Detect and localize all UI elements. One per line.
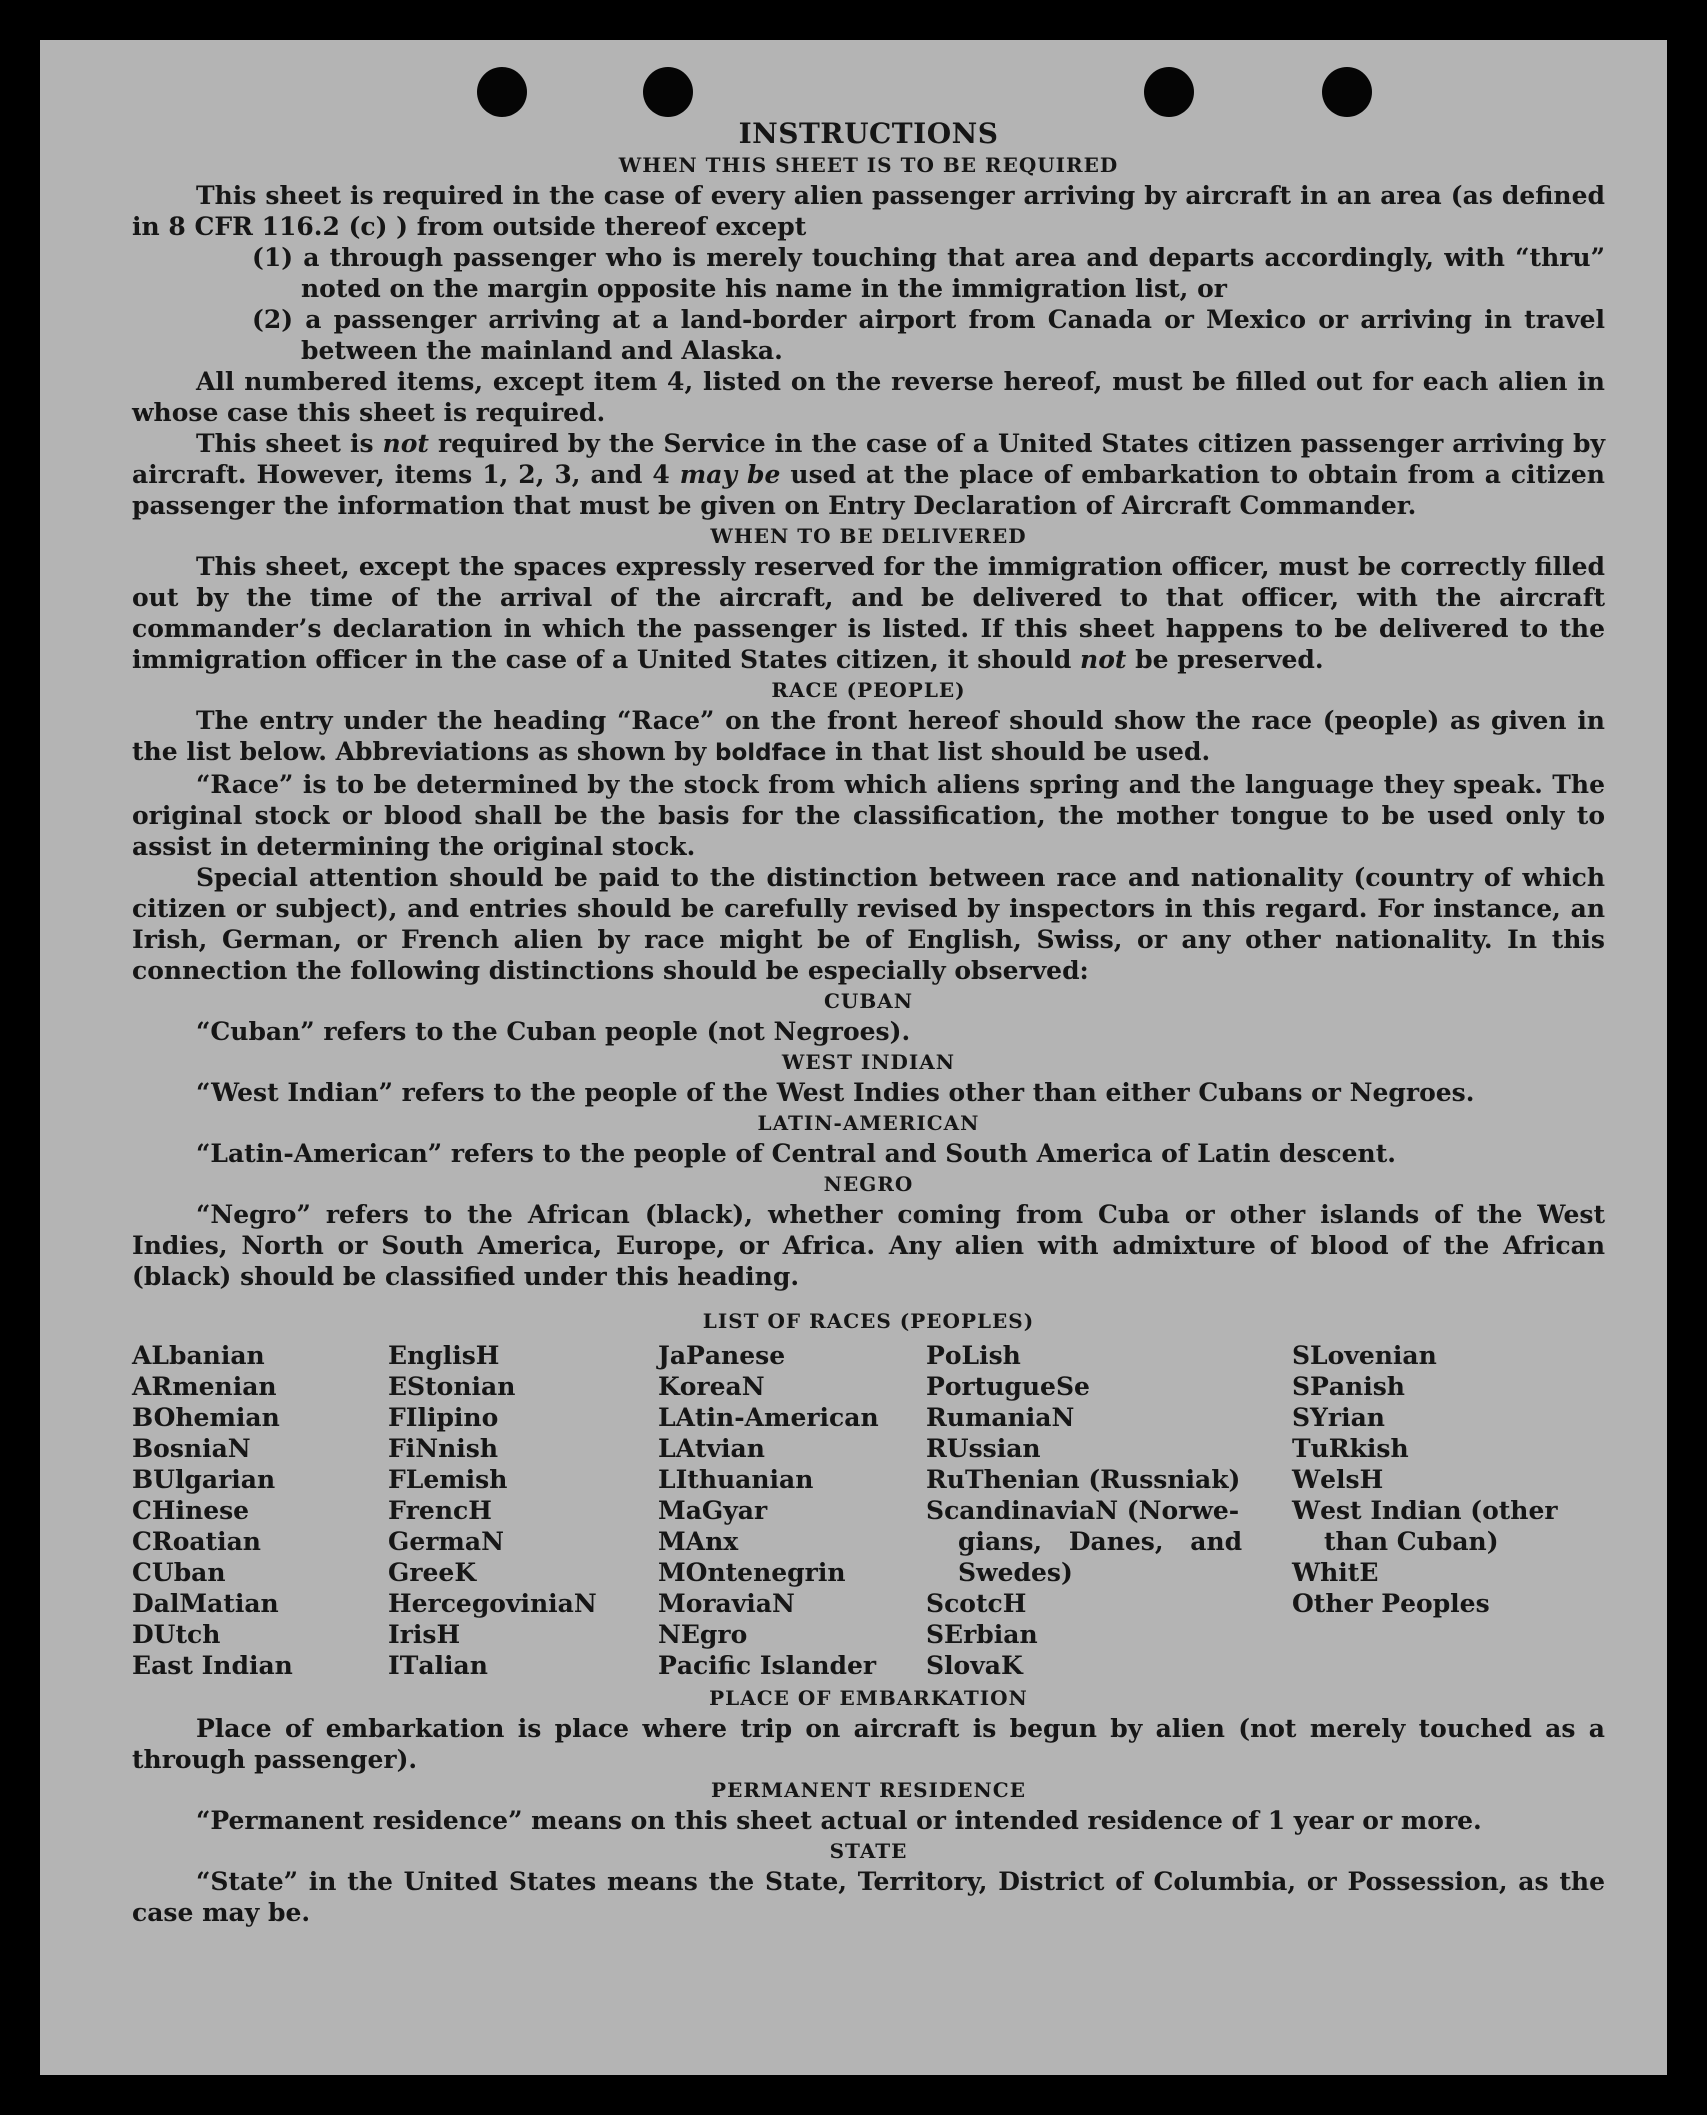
emphasis: not [382, 429, 429, 458]
races-column [132, 1340, 388, 1681]
race-entry: MoraviaN [658, 1589, 795, 1618]
race-entry: MaGyar [658, 1496, 768, 1525]
race-entry: ScandinaviaN (Norwe- [926, 1496, 1240, 1525]
race-entry: SPanish [1292, 1372, 1405, 1401]
section-heading-latin-american: LATIN-AMERICAN [757, 1111, 980, 1135]
race-entry: SLovenian [1292, 1341, 1437, 1370]
races-list [132, 1340, 1605, 1681]
race-entry: LAtin-American [658, 1403, 879, 1432]
paragraph: This sheet, except the spaces expressly reserved for the immigration officer, must be correctly filled out by the time of the arrival of the aircraft, and be delivered to that officer, with the aircraft commander’s declaration in which the passenger is listed. If this sheet happens to be delivered to the immigration officer in the case of a United States citizen, it should not be preserved. [132, 552, 1605, 674]
race-entry: HercegoviniaN [388, 1589, 597, 1618]
paragraph: Special attention should be paid to the distinction between race and nationality (country of which citizen or subject), and entries should be carefully revised by inspectors in this regard. For instance, an Irish, German, or French alien by race might be of English, Swiss, or any other nationality. In this connection the following distinctions should be especially observed: [132, 863, 1605, 985]
race-entry: SYrian [1292, 1403, 1385, 1432]
paragraph: “Negro” refers to the African (black), whether coming from Cuba or other islands of the West Indies, North or South America, Europe, or Africa. Any alien with admixture of blood of the African (black) should be classified under this heading. [132, 1200, 1605, 1291]
punch-hole [643, 67, 693, 117]
paragraph: This sheet is not required by the Service in the case of a United States citizen passenger arriving by aircraft. However, items 1, 2, 3, and 4 may be used at the place of embarkation to obtain from a citizen passenger the information that must be given on Entry Declaration of Aircraft Commander. [132, 429, 1605, 520]
race-entry-continuation: than Cuban) [1324, 1527, 1499, 1556]
race-entry: LIthuanian [658, 1465, 814, 1494]
paragraph: The entry under the heading “Race” on the front hereof should show the race (people) as given in the list below. Abbreviations as shown by boldface in that list should be used. [132, 706, 1605, 766]
section-heading-permanent-residence: PERMANENT RESIDENCE [711, 1778, 1026, 1802]
race-entry-continuation: Swedes) [958, 1558, 1073, 1587]
race-entry: ALbanian [132, 1341, 265, 1370]
race-entry: ITalian [388, 1651, 488, 1680]
punch-hole [477, 67, 527, 117]
emphasis: boldface [714, 740, 827, 766]
race-entry: BOhemian [132, 1403, 280, 1432]
paragraph: “Race” is to be determined by the stock from which aliens spring and the language they speak. The original stock or blood shall be the basis for the classification, the mother tongue to be used only to assist in determining the original stock. [132, 770, 1605, 861]
race-entry-continuation: gians, Danes, and [958, 1527, 1243, 1556]
race-entry: SErbian [926, 1620, 1038, 1649]
race-entry: BUlgarian [132, 1465, 276, 1494]
race-entry: PoLish [926, 1341, 1021, 1370]
races-column [1292, 1340, 1558, 1681]
race-entry: West Indian (other [1292, 1496, 1558, 1525]
race-entry: DUtch [132, 1620, 221, 1649]
race-entry: KoreaN [658, 1372, 765, 1401]
race-entry: RuThenian (Russniak) [926, 1465, 1241, 1494]
section-heading-when-required: WHEN THIS SHEET IS TO BE REQUIRED [618, 153, 1119, 177]
race-entry: NEgro [658, 1620, 748, 1649]
paragraph: “Permanent residence” means on this sheet actual or intended residence of 1 year or more. [196, 1806, 1482, 1835]
emphasis: may be [679, 460, 781, 489]
race-entry: FLemish [388, 1465, 508, 1494]
paragraph: Place of embarkation is place where trip on aircraft is begun by alien (not merely touched as a through passenger). [132, 1714, 1605, 1774]
instruction-sheet [40, 40, 1667, 2075]
section-heading-state: STATE [829, 1839, 908, 1863]
paragraph: “Cuban” refers to the Cuban people (not Negroes). [196, 1017, 911, 1046]
punch-hole [1144, 67, 1194, 117]
section-heading-embarkation: PLACE OF EMBARKATION [709, 1686, 1028, 1710]
race-entry: WelsH [1292, 1465, 1384, 1494]
section-heading-race: RACE (PEOPLE) [771, 678, 966, 702]
race-entry: EStonian [388, 1372, 516, 1401]
race-entry: CHinese [132, 1496, 250, 1525]
races-column [388, 1340, 658, 1681]
race-entry: SlovaK [926, 1651, 1023, 1680]
section-heading-negro: NEGRO [823, 1172, 914, 1196]
paragraph: “Latin-American” refers to the people of Central and South America of Latin descent. [196, 1139, 1396, 1168]
section-heading-when-delivered: WHEN TO BE DELIVERED [710, 524, 1027, 548]
race-entry: RumaniaN [926, 1403, 1075, 1432]
race-entry: FrencH [388, 1496, 492, 1525]
race-entry: FiNnish [388, 1434, 499, 1463]
race-entry: East Indian [132, 1651, 293, 1680]
race-entry: Pacific Islander [658, 1651, 877, 1680]
race-entry: ARmenian [132, 1372, 277, 1401]
race-entry: WhitE [1292, 1558, 1379, 1587]
race-entry: RUssian [926, 1434, 1041, 1463]
race-entry: BosniaN [132, 1434, 251, 1463]
punch-hole [1322, 67, 1372, 117]
section-heading-west-indian: WEST INDIAN [781, 1050, 956, 1074]
race-entry: CUban [132, 1558, 226, 1587]
race-entry: GermaN [388, 1527, 504, 1556]
race-entry: Other Peoples [1292, 1589, 1490, 1618]
list-item: (2) a passenger arriving at a land-border airport from Canada or Mexico or arriving in travel between the mainland and Alaska. [252, 305, 1605, 365]
paragraph: “West Indian” refers to the people of the West Indies other than either Cubans or Negroes. [196, 1078, 1475, 1107]
race-entry: PortugueSe [926, 1372, 1090, 1401]
list-item: (1) a through passenger who is merely touching that area and departs accordingly, with “thru” noted on the margin opposite his name in the immigration list, or [252, 243, 1605, 303]
page-title: INSTRUCTIONS [738, 117, 999, 150]
race-entry: CRoatian [132, 1527, 261, 1556]
paragraph: This sheet is required in the case of every alien passenger arriving by aircraft in an area (as defined in 8 CFR 116.2 (c) ) from outside thereof except [132, 181, 1605, 241]
list-of-races-heading: LIST OF RACES (PEOPLES) [702, 1309, 1035, 1333]
race-entry: MOntenegrin [658, 1558, 846, 1587]
race-entry: JaPanese [658, 1341, 786, 1370]
emphasis: not [1080, 645, 1127, 674]
race-entry: FIlipino [388, 1403, 499, 1432]
race-entry: MAnx [658, 1527, 739, 1556]
races-column [926, 1340, 1292, 1681]
race-entry: ScotcH [926, 1589, 1027, 1618]
races-column [658, 1340, 926, 1681]
race-entry: LAtvian [658, 1434, 765, 1463]
race-entry: EnglisH [388, 1341, 500, 1370]
race-entry: IrisH [388, 1620, 461, 1649]
paragraph: All numbered items, except item 4, listed on the reverse hereof, must be filled out for each alien in whose case this sheet is required. [132, 367, 1605, 427]
race-entry: TuRkish [1292, 1434, 1409, 1463]
paragraph: “State” in the United States means the State, Territory, District of Columbia, or Possession, as the case may be. [132, 1867, 1605, 1927]
race-entry: GreeK [388, 1558, 477, 1587]
race-entry: DalMatian [132, 1589, 279, 1618]
section-heading-cuban: CUBAN [823, 989, 914, 1013]
